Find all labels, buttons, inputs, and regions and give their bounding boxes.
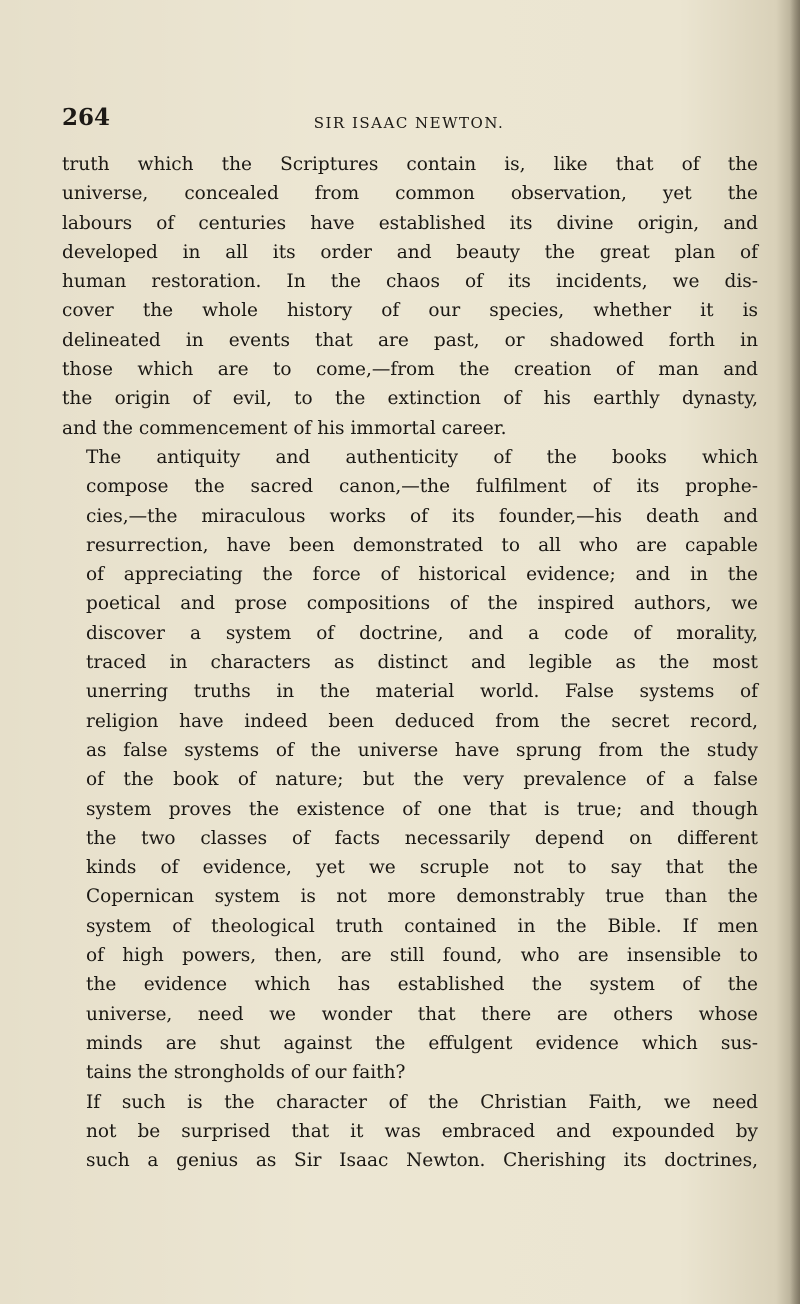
- text-line: of appreciating the force of historical evidence; and in the: [86, 564, 758, 586]
- text-line: as false systems of the universe have sprung from the study: [86, 739, 758, 761]
- text-line: resurrection, have been demonstrated to all who are capable: [86, 534, 758, 556]
- text-line: universe, need we wonder that there are others whose: [86, 1003, 758, 1025]
- text-line: unerring truths in the material world. False systems of: [86, 681, 758, 703]
- text-line: delineated in events that are past, or shadowed forth in: [62, 329, 758, 351]
- text-line: the origin of evil, to the extinction of his earthly dynasty,: [62, 388, 758, 410]
- text-line: human restoration. In the chaos of its incidents, we dis-: [62, 271, 758, 293]
- text-line: minds are shut against the effulgent evidence which sus-: [86, 1032, 758, 1054]
- text-line: discover a system of doctrine, and a code of morality,: [86, 622, 758, 644]
- text-line: Copernican system is not more demonstrably true than the: [86, 886, 758, 908]
- text-line: and the commencement of his immortal career.: [62, 417, 507, 439]
- text-line: system proves the existence of one that is true; and though: [86, 798, 758, 820]
- text-line: not be surprised that it was embraced and expounded by: [86, 1120, 758, 1142]
- text-line: those which are to come,—from the creation of man and: [62, 359, 758, 381]
- text-line: cies,—the miraculous works of its founder,—his death and: [86, 505, 758, 527]
- text-line: of high powers, then, are still found, who are insensible to: [86, 945, 758, 967]
- page-header: [62, 104, 756, 138]
- text-line: The antiquity and authenticity of the books which: [86, 446, 758, 468]
- page-number: 264: [62, 104, 111, 131]
- running-head: SIR ISAAC NEWTON.: [313, 114, 505, 132]
- text-line: religion have indeed been deduced from the secret record,: [86, 710, 758, 732]
- text-line: poetical and prose compositions of the inspired authors, we: [86, 593, 758, 615]
- text-line: the two classes of facts necessarily depend on different: [86, 827, 758, 849]
- text-line: such a genius as Sir Isaac Newton. Cherishing its doctrines,: [86, 1150, 758, 1172]
- body-text: [62, 150, 758, 1175]
- text-line: truth which the Scriptures contain is, like that of the: [62, 154, 758, 175]
- text-line: If such is the character of the Christian Faith, we need: [86, 1091, 758, 1113]
- paragraph-3: [62, 1088, 758, 1176]
- text-line: universe, concealed from common observation, yet the: [62, 183, 758, 205]
- text-line: developed in all its order and beauty the great plan of: [62, 241, 758, 263]
- paragraph-2: [62, 443, 758, 1088]
- paragraph-1: [62, 150, 758, 443]
- text-line: compose the sacred canon,—the fulfilment of its prophe-: [86, 476, 758, 498]
- text-line: kinds of evidence, yet we scruple not to say that the: [86, 857, 758, 879]
- text-line: tains the strongholds of our faith?: [86, 1062, 406, 1084]
- text-line: traced in characters as distinct and legible as the most: [86, 652, 758, 674]
- text-line: the evidence which has established the system of the: [86, 974, 758, 996]
- page-edge-shadow: [790, 0, 800, 1304]
- text-line: system of theological truth contained in the Bible. If men: [86, 915, 758, 937]
- text-line: cover the whole history of our species, whether it is: [62, 300, 758, 322]
- text-line: labours of centuries have established its divine origin, and: [62, 212, 758, 234]
- text-line: of the book of nature; but the very prevalence of a false: [86, 769, 758, 791]
